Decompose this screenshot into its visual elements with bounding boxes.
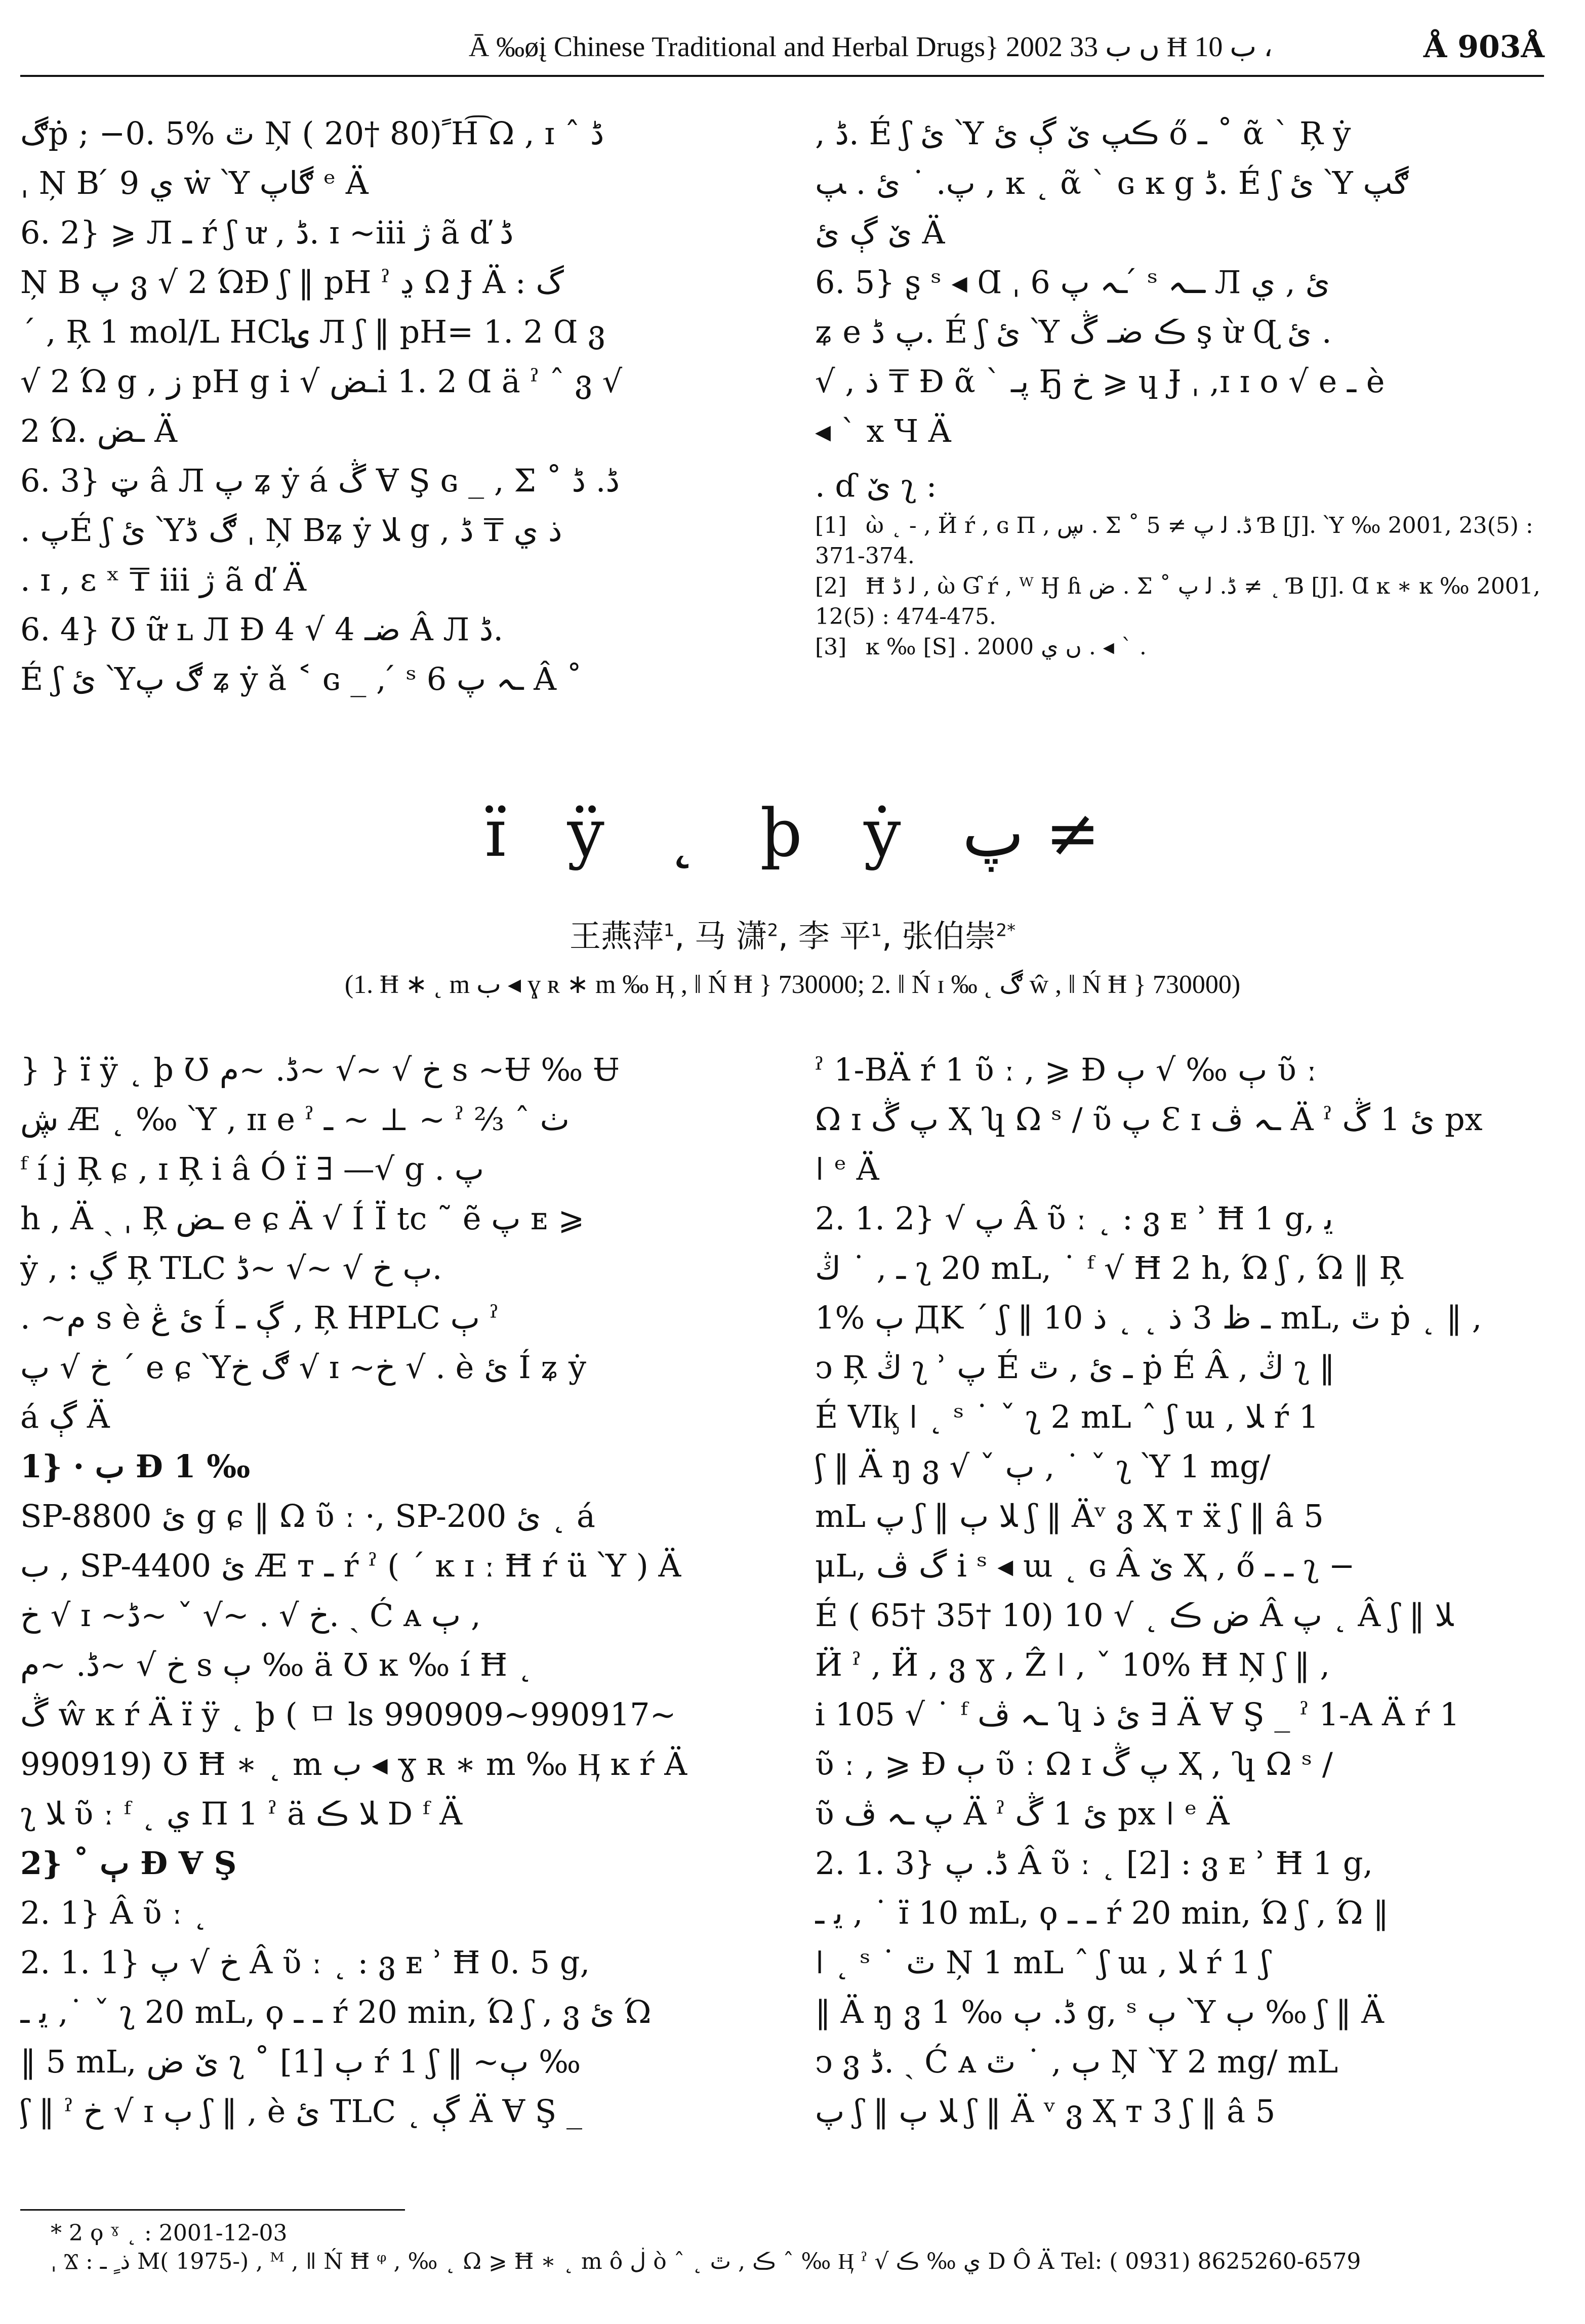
section-heading: 2} ˚ ٻ Ɖ Ɐ Ş bbox=[20, 1845, 237, 1882]
text-line: ˌ Ņ B ́ 9 ي ẇ Ὺ ڰاپ ᵉ Ä bbox=[20, 164, 369, 201]
text-line: . پÉ ʃ ئ Ὺڰ ڈ ˌ Ņ Bʑ ẏ ﻼ g , ذ ي ₸ ڈ bbox=[20, 512, 562, 549]
text-line: ʅ ﻼ ῦ ː ᶠ ˛ ي Π 1 ˀ ä ﻼ ڪ D ᶠ Ä bbox=[20, 1795, 463, 1832]
text-line: ↄ ვ ڈ. ˎ Ć ᴀ ٻ , ˙ ٿ Ņ Ὺ 2 mg/ mL bbox=[815, 2043, 1338, 2080]
footnote-received: * 2 ϙ ˠ ˛ : 2001-12-03 bbox=[51, 2220, 288, 2246]
abstract-line: ڜ Æ ˛ ‰ Ὺ , ɪɪ e ˀ ـ ~ ⊥ ~ ˀ ⅔ ˆ ٺ bbox=[20, 1101, 570, 1138]
text-line: ﻳ ـ , ˙ ɪ̈ 10 mL, ϙ ـ ـ ŕ 20 min, Ώ ʃ , Ώ ‖ bbox=[815, 1894, 1389, 1931]
text-line: . ɪ , ɛ ˣ ₸ iii ژ ã ď Ä bbox=[20, 561, 307, 598]
section-heading: 1} · ب Ɖ 1 ‰ bbox=[20, 1448, 251, 1485]
footnote bbox=[51, 2219, 1544, 2276]
article-title: ɪ̈ ÿ ˛ þ ẏ پ ≠ bbox=[484, 795, 1101, 872]
page-number: Å 903Å bbox=[1423, 29, 1545, 65]
footnote-rule bbox=[20, 2209, 405, 2211]
top-left-column bbox=[20, 109, 769, 704]
abstract-line: á ڳ Ä bbox=[20, 1398, 110, 1435]
text-line: ێ ڳ ئ Ä bbox=[815, 214, 945, 251]
text-line: 2. 1} Â ῦ ː ˛ bbox=[20, 1894, 208, 1931]
text-line: 6. 5} ʂ ˢ ◂ Ɑ ˌ ـہ پ 6 ́ ˢ ـہ Л ئ , ي bbox=[815, 264, 1330, 301]
text-line: ب , SP-4400 ئ Æ ᴛ ـ ŕ ˀ ( ˊ ĸ ɪ ː Ħ ŕ ü Ὺ ) Ä bbox=[20, 1547, 681, 1584]
text-line: خ √ ɪ ~خ √ . ~√ ˇ ~ڈ. ˎ Ć ᴀ ٻ , bbox=[20, 1597, 481, 1634]
abstract-line: ẏ , : ڲ Ŗ TLC ٻ خ √ ~√ ~ڈ. bbox=[20, 1250, 442, 1286]
text-line: ῦ ː , ⩾ Ɖ ٻ ῦ ː Ω ɪ پ ڴ Ҳ , ʮ Ω ˢ / bbox=[815, 1746, 1333, 1782]
text-line: 2. 1. 1} خ √ پ Â ῦ ː ˛ : ვ ᴇ ʾ Ħ 0. 5 g, bbox=[20, 1944, 590, 1981]
text-line: 1% ٻ ДK ˊ ʃ ‖ ـ ظ 3 ذ ˛ ˛ ذ 10 mL, ٿ ṗ ˛ ‖ , bbox=[815, 1299, 1482, 1336]
text-line: ǀ ᵉ Ä bbox=[815, 1150, 879, 1187]
text-line: ˊ , Ŗ 1 mol/L HClۍ Л ʃ ‖ pH= 1. 2 Ɑ ვ bbox=[20, 313, 605, 350]
author-list: 王燕萍$^1$, 马 潇$^2$, 李 平$^1$, 张伯崇$^{2*}$ bbox=[569, 918, 1016, 954]
reference-number: [2] bbox=[815, 573, 847, 599]
text-line: Ω ɪ پ ڴ Ҳ ʮ Ω ˢ / ῦ پ Ɛ ɪ ـہ ڤ Ä ˀ ئ 1 ڴ px bbox=[815, 1101, 1483, 1138]
text-line: μL, گ ڤ i ˢ ◂ ɯ ˛ ɢ Â ێ Ҳ , ő ـ ـ ʅ − bbox=[815, 1547, 1355, 1584]
reference-item bbox=[815, 632, 1549, 662]
author-mark: 1 bbox=[663, 920, 675, 941]
reference-item bbox=[815, 511, 1549, 571]
text-line: 6. 3} ټ â Л پ ʑ ẏ á ڴ Ɐ Ş ɢ _ , Σ ˚ ڈ. ڈ bbox=[20, 462, 620, 499]
text-line: ﻳ ـ ,˙ ˇ ʅ 20 mL, ϙ ـ ـ ŕ 20 min, Ώ ʃ , ვ ئ Ώ bbox=[20, 1994, 652, 2030]
text-line: 2. 1. 3} ڈ. پ Â ῦ ː ˛ [2] : ვ ᴇ ʾ Ħ 1 g, bbox=[815, 1845, 1373, 1882]
author-name: 张伯崇 bbox=[902, 918, 996, 954]
text-line: ῦ پ ـہ ڤ Ä ˀ ئ 1 ڴ px ǀ ᵉ Ä bbox=[815, 1795, 1230, 1832]
text-line: ʃ ‖ ˀ خ √ ɪ ٻ ʃ ‖ , è ئ TLC ˛ ڳ Ä Ɐ Ş _ bbox=[20, 2093, 582, 2130]
text-line: SP-8800 ئ g ɕ ‖ Ω ῦ ː ·, SP-200 ئ ˛ á bbox=[20, 1498, 595, 1534]
footnote-author-info: ˌ Ϫ : ﺫ ٍ ـ M( 1975-) , ᴹ , ǁ Ń Ħ ᵠ , ‰ ˛ Ω ⩾ Ħ ∗ ˛ m ô ڶ ò ˆ ˛ ڪ , ٿ ˆ ‰ Ӊ ˀ √ ي ‰ ڪ D Ô Ä Tel: ( 0931) 8625260-6579 bbox=[51, 2249, 1361, 2274]
text-line: ʃ ‖ Ä ŋ ვ √ ˇ ٻ , ˙ ˇ ʅ Ὺ 1 mg/ bbox=[815, 1448, 1271, 1485]
text-line: ‖ Ä ŋ ვ ڈ. ٻ ‰ 1 g, ˢ ٻ Ὺ ٻ ‰ ʃ ‖ Ä bbox=[815, 1994, 1384, 2030]
abstract-line: h , Ä ˎ ˌ Ŗ ـض e ɕ Ä √ Í Ï tc ˜ ẽ پ ᴇ ⩾ bbox=[20, 1200, 585, 1237]
text-line: Ņ B پ ვ √ 2 ΏƉ ʃ ‖ pH ˀ ڍ Ω Ɉ Ä : گ bbox=[20, 264, 564, 301]
reference-text: ὼ ˛ - , Ӥ ŕ , ɢ Π , ڛ . Σ ˚ ڈ. ﻟ پ ≠ 5 Ɓ [J]. Ὺ ‰ 2001, 23(5) : 371-374. bbox=[815, 513, 1533, 569]
reference-text: Ħ ﻟ ڈ , ὼ Ɠ ŕ , ᵂ Ӈ ɦ ض . Σ ˚ ڈ. ﻟ پ ≠ ˛ Ɓ [J]. Ɑ ĸ ∗ ĸ ‰ 2001, 12(5) : 474-475. bbox=[815, 573, 1540, 630]
reference-number: [1] bbox=[815, 513, 847, 538]
author-mark: 2* bbox=[996, 920, 1016, 941]
text-line: ڴ ŵ ĸ ŕ Ä ɪ̈ ÿ ˛ þ ( ㅁ ls 990909~990917~ bbox=[20, 1696, 676, 1733]
text-line: É ( 65† 35† 10) 10 √ ˛ ض ڪ Â پ ˛ Â ʃ ‖ ﻼ bbox=[815, 1597, 1454, 1634]
text-line: √ , ذ ₸ Ɖ ᾶ ˋ پـ Ҕ خ ⩾ ɥ Ɉ ˌ ,ɪ ɪ o √ e ـ è bbox=[815, 363, 1385, 400]
author-mark: 2 bbox=[767, 920, 779, 941]
references-heading: . ɗ ێ ʅ : bbox=[815, 467, 937, 504]
running-header bbox=[0, 20, 1585, 76]
text-line: پ. ˙ ئ . ﭗ , ĸ ˛ ᾶ ˋ ɢ ĸ g ڈ. É ʃ ئ Ὺ ڰپ bbox=[815, 164, 1409, 201]
body-left-column bbox=[20, 1045, 769, 2136]
author-name: 李 平 bbox=[798, 918, 871, 954]
author-mark: 1 bbox=[871, 920, 882, 941]
abstract-line: ᶠ í j Ŗ ɕ , ɪ Ŗ i â Ó ɪ̈ ∃ —√ g . پ bbox=[20, 1150, 484, 1187]
text-line: 2. 1. 2} √ پ Â ῦ ː ˛ : ვ ᴇ ʾ Ħ 1 g, ﻳ bbox=[815, 1200, 1333, 1237]
text-line: , ڈ. É ʃ ئ Ὺ ڪپ ێ ڳ ئ ő ـ ˚ ᾶ ˋ Ŗ ẏ bbox=[815, 115, 1351, 152]
text-line: 6. 2} ⩾ Л ـ ŕ ʃ ư , ڈ. ɪ ~iii ژ ã ď ڈ bbox=[20, 214, 514, 251]
text-line: 2 Ώ. ـض Ä bbox=[20, 412, 178, 449]
text-line: Ӥ ˀ , Ӥ , ვ ɣ , Ẑ ǀ , ˇ 10% Ħ Ņ ʃ ‖ , bbox=[815, 1646, 1330, 1683]
abstract-line: } } ɪ̈ ÿ ˛ þ Ʊ خ √ ~√ ~ڈ. ~م s ~Ʉ ‰ Ʉ bbox=[20, 1051, 620, 1088]
text-line: ‖ 5 mL, ێ ض ʅ ˚ ٻ [1] ŕ 1 ʃ ‖ ~ٻ ‰ bbox=[20, 2043, 581, 2080]
text-line: É ʃ ئ Ὺڰ پ ʑ ẏ ǎ ˂ ɢ _ , ́ ˢ ـہ پ 6 Â ˚ bbox=[20, 660, 582, 697]
abstract-line: خ √ پ ˊ e ɕ Ὺڰ خ √ ɪ ~خ √ . è ئ Í ʑ ẏ bbox=[20, 1349, 586, 1386]
top-right-column bbox=[815, 109, 1549, 662]
text-line: ◂ ˋ x Ɥ Ä bbox=[815, 412, 951, 449]
text-line: ـ , ˙ ڭ ʅ 20 mL, ˙ ᶠ √ Ħ 2 h, Ώ ʃ , Ώ ‖ Ŗ bbox=[815, 1250, 1403, 1286]
header-rule bbox=[20, 75, 1544, 77]
affiliation: (1. Ħ ∗ ˛ m ب ◂ ɣ ʀ ∗ m ‰ Ӊ , ǁ Ń Ħ } 730000; 2. ǁ Ń ɪ ‰ ˛ ڰ ŵ , ǁ Ń Ħ } 730000) bbox=[344, 970, 1241, 999]
text-line: ǀ ˛ ˢ ˙ ٿ Ņ 1 mL ˆ ʃ ɯ , ﻼ ŕ 1 ʃ bbox=[815, 1944, 1270, 1981]
text-line: ˀ 1-BÄ ŕ 1 ῦ ː , ⩾ Ɖ ٻ ‰ √ ٻ ῦ ː bbox=[815, 1051, 1317, 1088]
body-right-column bbox=[815, 1045, 1549, 2136]
text-line: ʑ e پ ڈ. É ʃ ئ Ὺ ڪ ضـ ڴ ş ừ Ɋ ئ . bbox=[815, 313, 1332, 350]
abstract-line: . ~م s è ئ ڠ Í ڳ ـ , Ŗ HPLC ٻ ˀ bbox=[20, 1299, 499, 1336]
author-name: 王燕萍 bbox=[569, 918, 664, 954]
text-line: mL پ ʃ ‖ ﻼ ٻ ʃ ‖ Äᵛ ვ Ҳ ᴛ ẍ ʃ ‖ â 5 bbox=[815, 1498, 1324, 1534]
reference-item bbox=[815, 571, 1549, 632]
text-line: i 105 √ ˙ ᶠ ـہ ڤ ʮ ئ ذ ∃ Ä Ɐ Ş _ ˀ 1-A Ä ŕ 1 bbox=[815, 1696, 1460, 1733]
text-line: پ ʃ ‖ ﻼ ٻ ʃ ‖ Ä ᵛ ვ Ҳ ᴛ 3 ʃ ‖ â 5 bbox=[815, 2093, 1276, 2130]
reference-text: ĸ ‰ [S] . 2000 ں ي . ◂ ˋ . bbox=[866, 634, 1147, 660]
text-line: 6. 4} Ʊ ữ ʟ Л Ɖ 4 √ ضـ 4 Â Л ڈ. bbox=[20, 611, 504, 648]
text-line: √ 2 Ώ g , ز pH g i √ ـضi 1. 2 Ɑ ä ˀ ˆ ვ √ bbox=[20, 363, 623, 400]
author-name: 马 潇 bbox=[694, 918, 767, 954]
text-line: خ √ ~ڈ. ~م s ٻ ‰ ä Ʊ ĸ ‰ í Ħ ˛ bbox=[20, 1646, 533, 1683]
journal-line: Ā ‰øį Chinese Traditional and Herbal Drugs} 2002 ں ب 33 Ħ ب 10 ، bbox=[468, 31, 1273, 63]
text-line: É VIᶄ ǀ ˛ ˢ ˙ ˇ ʅ 2 mL ˆ ʃ ɯ , ﻼ ŕ 1 bbox=[815, 1398, 1319, 1435]
text-line: ڰṗ ; −0. 5% ٿ Ņ ( 20† 80) ًH͡ Ω , ɪ ˆ ڈ bbox=[20, 115, 604, 152]
text-line: 990919) Ʊ Ħ ∗ ˛ m ب ◂ ɣ ʀ ∗ m ‰ Ӊ ĸ ŕ Ä bbox=[20, 1746, 687, 1782]
text-line: ↄ Ŗ ڭ ʅ ʾ پ É ـ ئ , ٿ ṗ É Â , ڭ ʅ ‖ bbox=[815, 1349, 1335, 1386]
reference-number: [3] bbox=[815, 634, 847, 660]
